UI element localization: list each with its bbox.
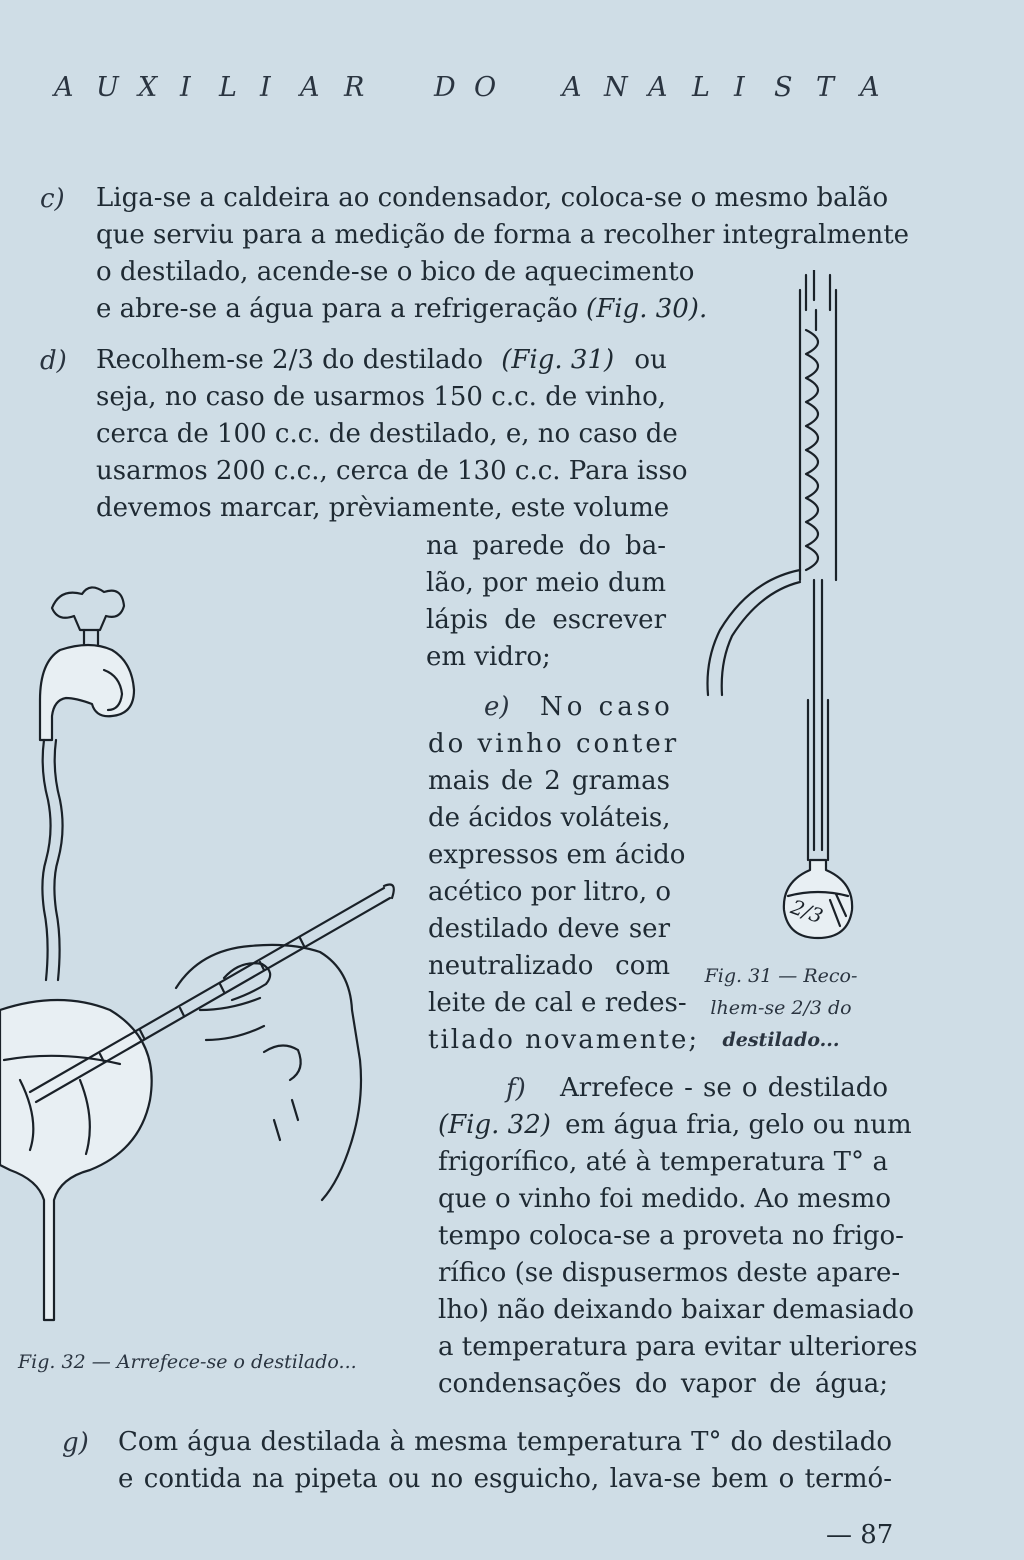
item-g-line: Com água destilada à mesma temperatura T° do destilado — [118, 1427, 892, 1457]
item-d-text: Recolhem-se 2/3 do destilado — [96, 345, 483, 375]
item-d-line: em vidro; — [426, 642, 551, 672]
figure-caption-31 — [696, 960, 866, 1056]
item-f-line: a temperatura para evitar ulteriores — [438, 1332, 918, 1362]
header-letter: X — [138, 72, 158, 103]
item-label-e: e) — [484, 692, 510, 722]
item-d-line: usarmos 200 c.c., cerca de 130 c.c. Para isso — [96, 456, 688, 486]
item-d-line: cerca de 100 c.c. de destilado, e, no caso de — [96, 419, 678, 449]
item-f-line: que o vinho foi medido. Ao mesmo — [438, 1184, 891, 1214]
item-d-line: na parede do ba- — [426, 531, 666, 561]
item-d-first-line — [96, 342, 666, 379]
figure-reference: (Fig. 30). — [586, 294, 708, 324]
header-letter: I — [734, 72, 745, 103]
item-c-text: e abre-se a água para a refrigeração — [96, 294, 578, 324]
header-letter: A — [300, 72, 320, 103]
header-letter: D — [434, 72, 456, 103]
flask-volume-mark: 2/3 — [787, 894, 827, 929]
item-f-line: lho) não deixando baixar demasiado — [438, 1295, 915, 1325]
page-number: — 87 — [826, 1520, 894, 1550]
header-letter: I — [260, 72, 271, 103]
figure-caption-32: Fig. 32 — Arrefece-se o destilado... — [18, 1351, 357, 1373]
header-letter: I — [180, 72, 191, 103]
item-label-f: f) — [506, 1074, 526, 1104]
item-f-line: rífico (se dispusermos deste apare- — [438, 1258, 901, 1288]
header-letter: A — [562, 72, 582, 103]
item-e-line: do vinho conter — [428, 729, 680, 759]
item-c-line: que serviu para a medição de forma a recolher integralmente — [96, 220, 910, 250]
item-d-line: lão, por meio dum — [426, 568, 666, 598]
item-label-c: c) — [40, 184, 65, 214]
item-e-line: destilado deve ser — [428, 914, 670, 944]
item-e-line: leite de cal e redes- — [428, 988, 687, 1018]
item-e-first-line: No caso — [540, 692, 674, 722]
header-letter: L — [219, 72, 237, 103]
header-letter: S — [774, 72, 793, 103]
header-letter: N — [604, 72, 628, 103]
item-f-line: frigorífico, até à temperatura T° a — [438, 1147, 888, 1177]
item-f-text: em água fria, gelo ou num — [565, 1110, 912, 1140]
caption-line: Fig. 31 — Reco- — [704, 965, 858, 987]
header-letter: T — [816, 72, 835, 103]
caption-line: destilado... — [722, 1029, 840, 1051]
item-e-line: de ácidos voláteis, — [428, 803, 671, 833]
header-letter: R — [344, 72, 365, 103]
item-e-line: acético por litro, o — [428, 877, 672, 907]
item-e-line: mais de 2 gramas — [428, 766, 670, 796]
item-e-line: expressos em ácido — [428, 840, 686, 870]
header-letter: A — [648, 72, 668, 103]
item-f-first-line: Arrefece - se o destilado — [560, 1073, 888, 1103]
item-d-line: seja, no caso de usarmos 150 c.c. de vinho, — [96, 382, 666, 412]
figure-reference: (Fig. 31) — [501, 345, 615, 375]
item-d-line: lápis de escrever — [426, 605, 666, 635]
caption-line: lhem-se 2/3 do — [710, 997, 852, 1019]
item-g-line: e contida na pipeta ou no esguicho, lava-se bem o termó- — [118, 1464, 892, 1494]
item-d-text: ou — [634, 345, 667, 375]
item-d-line: devemos marcar, prèviamente, este volume — [96, 493, 670, 523]
item-f-ref-line — [438, 1107, 912, 1144]
header-letter: A — [54, 72, 74, 103]
tap-flask-thermometer-illustration — [0, 580, 420, 1340]
item-f-line: condensações do vapor de água; — [438, 1369, 888, 1399]
condenser-flask-illustration — [690, 270, 890, 970]
item-c-last-line — [96, 291, 708, 328]
item-f-line: tempo coloca-se a proveta no frigo- — [438, 1221, 904, 1251]
item-c-line: Liga-se a caldeira ao condensador, coloca-se o mesmo balão — [96, 183, 889, 213]
item-c-line: o destilado, acende-se o bico de aquecimento — [96, 257, 695, 287]
header-letter: A — [860, 72, 880, 103]
item-e-line: neutralizado com — [428, 951, 670, 981]
item-e-line: tilado novamente; — [428, 1025, 700, 1055]
item-label-g: g) — [62, 1428, 89, 1458]
header-letter: U — [96, 72, 119, 103]
item-label-d: d) — [40, 346, 67, 376]
header-letter: L — [692, 72, 710, 103]
header-letter: O — [474, 72, 497, 103]
figure-reference: (Fig. 32) — [438, 1110, 551, 1140]
